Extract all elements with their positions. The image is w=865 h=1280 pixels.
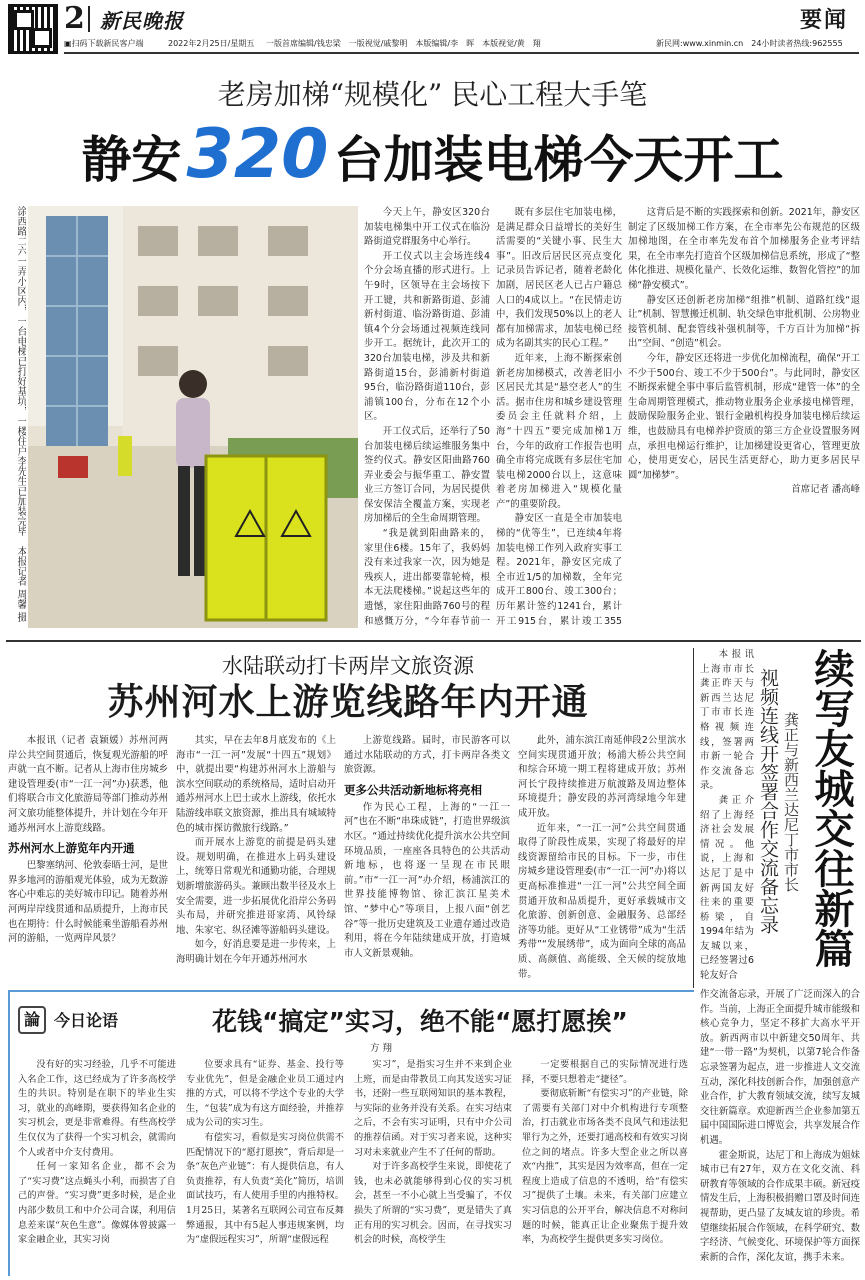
side-lower-column: 作交流备忘录，开展了广泛而深入的合作。当前，上海正全面提升城市能级和核心竞争力，坚定不移扩大高水平开放。新西两市以中新建交50周年、共建“一带一路”为契机，以第7轮合作备忘录签署为起点，进一步推进人文交流互动，深化科技创新合作，加强创意产业合作，扩大教育领域交流，续写友城交往新篇章。欢迎新西兰企业参加第五届中国国际进口博览会，共享发展合作机遇。 霍金斯说，达尼丁和上海成为姐妹城市已有27年，双方在文化交流、科研教育等领域的合作成果丰硕。新冠疫情发生后，上海积极捐赠口罩及时间连视帮助，更凸显了友城友谊的珍贵。希望继续拓展合作领域，在科学研究、数字经济、气候变化、环境保护等方面探索新的合作，深化友谊，携手未来。 <box>700 989 860 1263</box>
lead-column-3: 这背后是不断的实践探索和创新。2021年，静安区制定了区级加梯工作方案，在全市率先公布规范的区级加梯地图，在全市率先发布首个加梯服务企业考评结果，在全市率先打造首个区级加梯信息系统，形成了“整体化推进、规模化量产、长效化运维、数智化管控”的加梯“静安模式”。 静安区还创新老房加梯“组推”机制、道路红线“退让”机制、智慧搬迁机制、轨交绿色审批机制、公房物业接管机制、配套管线补强机制等，千方百计为加梯“拆出”空间、“创造”机会。 今年，静安区还将进一步优化加梯流程，确保“开工不少于500台、竣工不少于500台”。与此同时，静安区不断探索健全事中事后监管机制，形成“建管一体”的全生命周期管理模式，推动物业服务企业承接电梯管理，鼓励保险服务企业、银行金融机构投身加装电梯后续运维，也鼓励具有电梯养护资质的第三方企业设置服务网点，承担电梯运行维护，让加梯建设更省心，管理更放心，使用更安心，居民生活更舒心，助力更多居民早圆“加梯梦”。 首席记者 潘高峰 <box>628 206 860 626</box>
commentary-column-2: 位要求具有“证券、基金、投行等专业优先”，但是金融企业员工通过内推的方式，可以将不学这个专业的大学生，“包装”成为有这方面经验，并推荐成为公司的实习生。 有偿实习，看似是实习岗位供需不匹配情况下的“愿打愿挨”，背后却是一条“灰色产业链”：有人提供信息，有人负责推荐，有人负责“美化”简历，培训面试技巧，有人使用手里的内推特权。1月25日，某著名互联网公司宣布反舞弊通报，其中有5起人事违规案例，均为“虚假远程实习”，所谓“虚假远程 <box>186 1059 344 1246</box>
commentary-column-1: 没有好的实习经验，几乎不可能进入名企工作，这已经成为了许多高校学生的共识。特别是在职下的毕业生实习，就业的高峰期，要获得知名企业的实习机会，更是非常难得。有些高校学生仅仅为了获得一个实习机会，就需向个人或者中介支付费用。 任何一家知名企业，都不会为了“实习费”这点蝇头小利，而损害了自己的声誉。“实习费”更多时候，是企业内部少数员工和中介公司合谋，利用信息差来谋“灰色生意”。像媒体曾披露一家金融企业，其实习岗 <box>18 1059 176 1246</box>
commentary-badge: 今日论语 <box>54 1011 119 1030</box>
commentary-headline: 花钱“搞定”实习，绝不能“愿打愿挨” <box>212 1007 628 1036</box>
elevator-photo <box>28 206 358 628</box>
second-column-3: 上游览线路。届时，市民游客可以通过水陆联动的方式，打卡两岸各类文旅资源。 更多公共活动新地标将亮相 作为民心工程，上海的“一江一河”也在不断“串珠成链”，打造世界级滨水区。“通过持续优化提升滨水公共空间环境品质，一座座各具特色的公共活动新地标，也将逐一呈现在市民眼前。”市“一江一河”办介绍，杨浦滨江的世界技能博物馆、徐汇滨江星美术馆、“梦中心”等项目，上报八面“创艺谷”等一批历史建筑及工业遗存通过改造利用，将在今年陆续建成开放，打造城市人文新景观轴。 <box>344 735 510 959</box>
side-subhead-2: 龚正与新西兰达尼丁市市长 <box>782 712 800 892</box>
second-column-4: 此外，浦东滨江南延伸段2公里滨水空间实现贯通开放；杨浦大桥公共空间和综合环境一期工程将建成开放；苏州河长宁段持续推进万航渡路及周边整体环境提升；静安段的苏河湾绿地今年建成开放。 近年来，“一江一河”公共空间贯通取得了阶段性成果，实现了将最好的岸线资源留给市民的目标。下一步，市住房城乡建设管理委(市“一江一河”办)将以更高标准推进“一江一河”公共空间全面贯通开放和品质提升，更好承载城市文化旅游、创新创意、金融服务、总部经济等功能。更好从“工业锈带”成为“生活秀带”“发展绣带”，成为面向全球的高品质、高颜值、高能级、全天候的绽放地带。 <box>518 735 686 980</box>
second-column-1: 本报讯（记者 袁颖媛）苏州河两岸公共空间贯通后，恢复观光游船的呼声就一直不断。记者从上海市住房城乡建设管理委(市“一江一河”办)获悉，他们将联合市文化旅游局等部门推动苏州河文旅功能整体提升，并计划在今年开通苏州河水上游览线路。 苏州河水上游览年内开通 巴黎塞纳河、伦敦泰晤士河，是世界多地河的游船观光体验，成为无数游客心中难忘的美好城市印记。随着苏州河两岸岸线贯通和品质提升，上海市民也在期待：什么时候能乘坐游船看苏州河的游船，一览两岸风景？ <box>8 735 168 945</box>
lead-headline-number: 320 <box>186 115 329 194</box>
phone-icon: ▣ <box>64 39 72 48</box>
page-number: 2 <box>64 1 85 36</box>
side-subhead-1: 视频连线开签署合作交流备忘录 <box>757 668 779 934</box>
photo-caption: 涂西路二六一弄小区内，一台电梯已打好基坑，一楼住户李先生已加装完毕 本报记者 周馨 摄 <box>15 206 26 623</box>
lead-column-2: 既有多层住宅加装电梯，是满足群众日益增长的美好生活需要的“关键小事、民生大事”。旧改后居民区亮点变化记录员告诉记者，随着老龄化加剧，居民区老人已占户籍总人口的4成以上。“在民情走访中，我们发现50%以上的老人都有加梯需求，加装电梯已经成为名副其实的民心工程。” 近年来，上海不断探索创新老房加梯模式，改善老旧小区居民尤其是“悬空老人”的生活。据市住房和城乡建设管理委员会主任就料介绍，上海“十四五”要完成加梯1万台，今年的政府工作报告也明确全市将完成既有多层住宅加装电梯2000台以上，这意味着老房加梯进入“规模化量产”的重要阶段。 静安区一直是全市加装电梯的“优等生”，已连续4年将加装电梯工作列入政府实事工程。2021年，静安区完成了全市近1/5的加梯数，全年完成开工800台、竣工300台；历年累计签约1241台，累计开工915台，累计竣工355 <box>496 207 622 626</box>
second-headline: 苏州河水上游览线路年内开通 <box>107 682 589 723</box>
side-headline: 续写友城交往新篇 <box>808 648 854 968</box>
commentary-column-3: 实习”，是指实习生并不来到企业上班，而是由带教员工向其发送实习证书，还附一些互联网知识的基本教程，与实际的业务并没有关系。在实习结束之后，不会有实习证明，只有中介公司的推荐信函。对于实习者来说，这种实习对未来就业产生不了任何的帮助。 对于许多高校学生来说，即使花了钱，也未必就能够得到心仪的实习机会，甚至一不小心就上当受骗了，不仅损失了所谓的“实习费”，更是错失了真正有用的实习机会。因而，在寻找实习机会的时候，高校学生 <box>354 1059 512 1246</box>
qr-code[interactable] <box>8 4 58 54</box>
side-divider <box>693 648 694 988</box>
second-column-2: 其实，早在去年8月底发布的《上海市“一江一河”发展“十四五”规划》中，就提出要“构建苏州河水上游船与滨水空间联动的系统格局，适时启动开通苏州河水上巴士或水上游线，依托水陆游线串联文旅资源，推出具有城域特色的城市探访微旅行线路。” 而开展水上游览的前提是码头建设。规划明确，在推进水上码头建设上，统筹日常观光和通勤功能，合理规划新增旅游码头。兼顾出数半径及水上安全需要，进一步拓展优化沿岸公务码头布局，并研究推进哥家湾、风铃绿地、朱家宅、纵径滩等游船码头建设。 如今，好消息要是进一步传来，上海明确计划在今年开通苏州河水 <box>176 735 336 965</box>
website-hotline: 新民网:www.xinmin.cn 24小时读者热线:962555 <box>656 39 843 48</box>
masthead-rule <box>64 52 859 54</box>
masthead-divider <box>88 6 90 32</box>
lead-bottom-rule <box>6 640 861 642</box>
lead-headline-post: 台加装电梯今天开工 <box>333 131 784 189</box>
date-line: 2022年2月25日/星期五 <box>168 39 255 48</box>
section-title: 要闻 <box>800 8 849 33</box>
second-subhead-1: 苏州河水上游览年内开通 <box>8 841 135 856</box>
qr-caption: ▣扫码下载新民客户端 <box>64 39 144 48</box>
paper-name: 新民晚报 <box>100 9 184 33</box>
lead-column-1: 今天上午，静安区320台加装电梯集中开工仪式在临汾路街道党群服务中心举行。 开工仪式以主会场连线4个分会场直播的形式进行。上午9时，区领导在主会场按下开工键，共和新路街道、彭浦新村街道、临汾路街道、彭浦镇4个分会场通过视频连线同步开工。据统计，此次开工的320台加装电梯，涉及共和新路街道15台，彭浦新村街道95台，临汾路街道110台，彭浦镇100台，分布在12个小区。 开工仪式后，还举行了50台加装电梯后续运维服务集中签约仪式。静安区阳曲路760弄业委会与振华重工、静安置业三方签订合同，为居民提供保安保洁全覆盖方案，实现老房加梯后的全生命周期管理。 “我是就到阳曲路来的，家里住6楼。15年了，我妈妈没有来过我家一次，因为她是残疾人，进出都要靠轮椅，根本无法爬楼梯。”说起这些年的遗憾，家住阳曲路760号的程和感慨万分，“今年春节前一 <box>364 207 490 626</box>
second-subhead-2: 更多公共活动新地标将亮相 <box>344 782 482 797</box>
lead-byline: 首席记者 潘高峰 <box>791 484 860 496</box>
lead-kicker: 老房加梯“规模化” 民心工程大手笔 <box>217 78 648 111</box>
commentary-author: 方 翔 <box>370 1043 393 1054</box>
side-upper-column: 本报讯 上海市市长龚正昨天与新西兰达尼丁市市长连格视频连线，签署两市新一轮合作交流备忘录。 龚正介绍了上海经济社会发展情况。他说，上海和达尼丁是中新两国友好往来的重要桥梁，自1994年结为友城以来，已经签署过6轮友好合 <box>700 649 754 982</box>
commentary-column-4: 一定要根据自己的实际情况进行选择，不要只想着走“捷径”。 要彻底斩断“有偿实习”的产业链，除了需要有关部门对中介机构进行专项整治，打击就业市场各类不良风气和违法犯罪行为之外，还要打通高校和有效实习岗位之间的堵点。许多大型企业之所以喜欢“内推”，其实是因为效率高，但在一定程度上造成了信息的不透明，给“有偿实习”提供了土壤。未来，有关部门应建立实习信息的公开平台，解决信息不对称问题的时候，能真正让企业聚焦于提升效率，为高校学生提供更多实习岗位。 <box>522 1059 688 1246</box>
lead-headline <box>0 115 865 209</box>
commentary-badge-icon: 論 <box>18 1006 46 1034</box>
second-kicker: 水陆联动打卡两岸文旅资源 <box>222 654 474 678</box>
lead-headline-pre: 静安 <box>81 131 182 189</box>
editor-credits: 一版首席编辑/钱忠梁 一版视觉/戚黎明 本版编辑/李 晖 本版视觉/黄 翔 <box>266 39 541 48</box>
